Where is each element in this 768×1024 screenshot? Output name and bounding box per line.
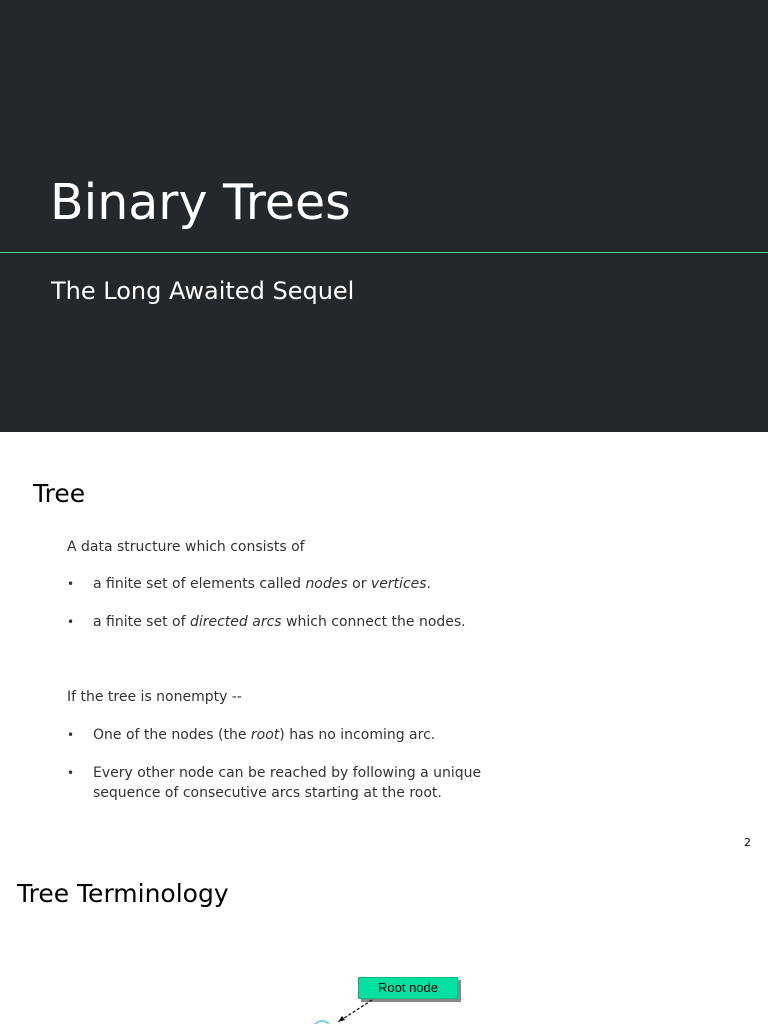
bullet-root: One of the nodes (the root) has no incoming arc. (93, 727, 436, 743)
title-divider (0, 252, 768, 253)
bullet-marker: • (67, 728, 75, 742)
page-number: 2 (744, 836, 751, 849)
slide-title: Tree Terminology (17, 879, 229, 908)
bullet-marker: • (67, 615, 75, 629)
bullet-marker: • (67, 577, 75, 591)
slide-title: Binary Trees (50, 174, 351, 231)
tree-terminology-slide (0, 862, 768, 1024)
slide-title: Tree (33, 479, 86, 508)
bullet-marker: • (67, 766, 75, 780)
root-node-label: Root node (358, 977, 458, 999)
bullet-nodes: a finite set of elements called nodes or vertices. (93, 576, 431, 592)
bullet-arcs: a finite set of directed arcs which connect the nodes. (93, 614, 466, 630)
root-pointer-arrowhead (338, 1016, 345, 1022)
tree-diagram (300, 992, 420, 1024)
condition-text: If the tree is nonempty -- (67, 689, 242, 705)
bullet-reachability: Every other node can be reached by following a unique sequence of consecutive arcs starting at the root. (93, 765, 482, 801)
slide-subtitle: The Long Awaited Sequel (51, 277, 355, 305)
title-slide (0, 0, 768, 432)
intro-text: A data structure which consists of (67, 539, 305, 555)
tree-definition-slide (0, 432, 768, 862)
